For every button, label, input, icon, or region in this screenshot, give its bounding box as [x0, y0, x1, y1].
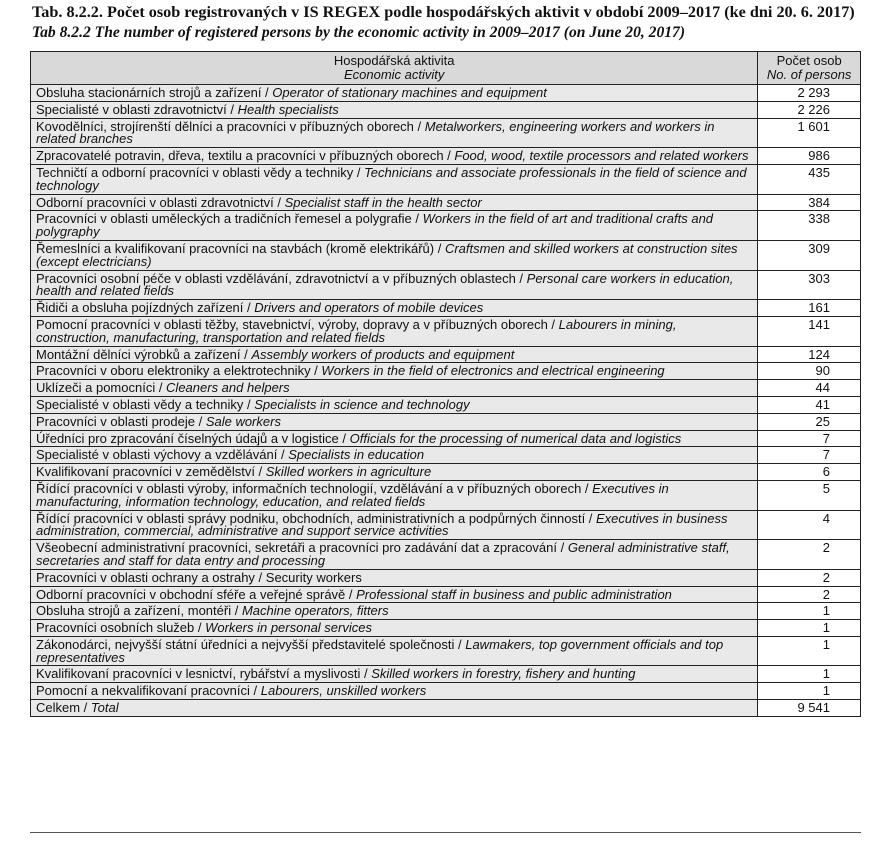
- activity-cell: [31, 300, 758, 317]
- activity-name-english: Operator of stationary machines and equipment: [272, 85, 547, 100]
- count-column-header: [758, 52, 861, 85]
- activity-name-english: Specialist staff in the health sector: [284, 194, 482, 210]
- activity-cell: [31, 683, 758, 700]
- activity-cell: [31, 380, 758, 397]
- activity-name-english: Drivers and operators of mobile devices: [254, 300, 484, 316]
- table-row: [31, 363, 861, 380]
- count-header-czech: Počet osob: [776, 53, 842, 68]
- table-row: [31, 300, 861, 317]
- activity-name-czech: Obsluha stacionárních strojů a zařízení /: [36, 85, 273, 100]
- activity-name-english: Skilled workers in forestry, fishery and hunting: [371, 666, 636, 682]
- table-title-czech: Tab. 8.2.2. Počet osob registrovaných v IS REGEX podle hospodářských aktivit v období 2009–2017 (ke dni 20. 6. 2017): [32, 3, 855, 21]
- activity-cell: [31, 413, 758, 430]
- activity-cell: [31, 148, 758, 165]
- table-row: [31, 586, 861, 603]
- persons-count-cell: 1: [758, 603, 861, 620]
- table-row: [31, 380, 861, 397]
- activity-cell: [31, 620, 758, 637]
- table-row: [31, 211, 861, 241]
- table-row: [31, 346, 861, 363]
- activity-name-czech: Specialisté v oblasti zdravotnictví /: [36, 101, 238, 117]
- activity-name-czech: Obsluha strojů a zařízení, montéři /: [36, 603, 242, 619]
- table-row: [31, 683, 861, 700]
- activity-name-english: Workers in the field of art and traditional crafts and polygraphy: [36, 211, 714, 240]
- persons-count-cell: 2 293: [758, 85, 861, 102]
- activity-name-english: Specialists in education: [288, 447, 425, 463]
- count-header-english: No. of persons: [766, 67, 852, 82]
- activity-cell: [31, 346, 758, 363]
- table-row: [31, 270, 861, 300]
- activity-name-english: Labourers in mining, construction, manufacturing, transportation and related fields: [36, 316, 677, 345]
- activity-cell: [31, 586, 758, 603]
- activity-cell: [31, 700, 758, 717]
- activity-cell: [31, 636, 758, 666]
- activity-name-english: Specialists in science and technology: [254, 396, 470, 412]
- activity-name-english: Sale workers: [205, 413, 281, 429]
- activity-header-english: Economic activity: [343, 67, 445, 82]
- persons-count-cell: 384: [758, 194, 861, 211]
- footer-divider: [30, 832, 861, 833]
- activity-name-english: Executives in manufacturing, information technology, education, and related fields: [36, 480, 669, 509]
- activity-cell: [31, 270, 758, 300]
- activity-header-czech: Hospodářská aktivita: [333, 53, 455, 68]
- activity-cell: [31, 464, 758, 481]
- activity-name-czech: Řídící pracovníci v oblasti výroby, informačních technologií, vzdělávání a v příbuzných oborech /: [36, 480, 593, 496]
- table-row: [31, 620, 861, 637]
- activity-cell: [31, 569, 758, 586]
- activity-name-czech: Uklízeči a pomocníci /: [36, 380, 167, 396]
- activity-name-english: Health specialists: [237, 101, 339, 117]
- persons-count-cell: 435: [758, 164, 861, 194]
- persons-count-cell: 7: [758, 447, 861, 464]
- activity-name-czech: Pracovníci v oblasti prodeje /: [36, 413, 206, 429]
- table-row: [31, 464, 861, 481]
- table-row: [31, 101, 861, 118]
- persons-count-cell: 90: [758, 363, 861, 380]
- activity-name-czech: Specialisté v oblasti výchovy a vzdělávání /: [36, 447, 289, 463]
- persons-count-cell: 2: [758, 540, 861, 570]
- activity-cell: [31, 118, 758, 148]
- activity-name-czech: Všeobecní administrativní pracovníci, sekretáři a pracovníci pro zadávání dat a zpracování /: [36, 540, 568, 556]
- activity-name-czech: Pracovníci v oblasti ochrany a ostrahy /: [36, 569, 266, 585]
- persons-count-cell: 4: [758, 510, 861, 540]
- activity-name-english: Craftsmen and skilled workers at construction sites (except electricians): [36, 240, 738, 269]
- activity-cell: [31, 540, 758, 570]
- activity-name-czech: Řemeslníci a kvalifikovaní pracovníci na stavbách (kromě elektrikářů) /: [36, 240, 445, 256]
- activity-name-english: Workers in personal services: [205, 620, 372, 636]
- table-row: [31, 413, 861, 430]
- persons-count-cell: 41: [758, 396, 861, 413]
- persons-count-cell: 6: [758, 464, 861, 481]
- activity-name-english: Officials for the processing of numerical data and logistics: [349, 430, 682, 446]
- activity-cell: [31, 666, 758, 683]
- activity-name-czech: Pomocní pracovníci v oblasti těžby, stavebnictví, výroby, dopravy a v příbuzných oborech /: [36, 316, 559, 332]
- activity-name-czech: Specialisté v oblasti vědy a techniky /: [36, 396, 255, 412]
- activity-name-czech: Techničtí a odborní pracovníci v oblasti vědy a techniky /: [36, 164, 365, 180]
- activity-name-english: Cleaners and helpers: [166, 380, 290, 396]
- table-row: [31, 316, 861, 346]
- activity-name-english: Total: [90, 700, 119, 716]
- persons-count-cell: 141: [758, 316, 861, 346]
- activity-column-header: [31, 52, 758, 85]
- persons-count-cell: 303: [758, 270, 861, 300]
- activity-name-czech: Celkem /: [36, 700, 91, 716]
- activity-name-english: Executives in business administration, commercial, administrative and support service activities: [36, 510, 728, 539]
- activity-cell: [31, 164, 758, 194]
- table-row: [31, 510, 861, 540]
- table-row: [31, 447, 861, 464]
- activity-cell: [31, 85, 758, 102]
- activity-name-english: Machine operators, fitters: [241, 603, 389, 619]
- activity-name-english: Technicians and associate professionals in the field of science and technology: [36, 164, 747, 193]
- activity-name-czech: Pracovníci v oboru elektroniky a elektrotechniky /: [36, 363, 322, 379]
- activity-name-czech: Kvalifikovaní pracovníci v zemědělství /: [36, 464, 266, 480]
- persons-count-cell: 161: [758, 300, 861, 317]
- persons-count-cell: 1: [758, 683, 861, 700]
- activity-cell: [31, 430, 758, 447]
- activity-name-czech: Kvalifikovaní pracovníci v lesnictví, rybářství a myslivosti /: [36, 666, 372, 682]
- table-row: [31, 480, 861, 510]
- activity-cell: [31, 101, 758, 118]
- activity-name-czech: Odborní pracovníci v obchodní sféře a veřejné správě /: [36, 586, 357, 602]
- table-header-row: [31, 52, 861, 85]
- table-row: [31, 430, 861, 447]
- persons-count-cell: 2 226: [758, 101, 861, 118]
- activity-name-english: Labourers, unskilled workers: [260, 683, 427, 699]
- activity-cell: [31, 396, 758, 413]
- persons-count-cell: 1: [758, 666, 861, 683]
- persons-count-cell: 25: [758, 413, 861, 430]
- table-row: [31, 569, 861, 586]
- table-title-english: Tab 8.2.2 The number of registered persons by the economic activity in 2009–2017 (on June 20, 2017): [32, 24, 686, 41]
- activity-name-english: Professional staff in business and public administration: [356, 586, 672, 602]
- table-row: [31, 396, 861, 413]
- persons-count-cell: 1 601: [758, 118, 861, 148]
- table-row: [31, 636, 861, 666]
- activity-name-english: Lawmakers, top government officials and top representatives: [36, 636, 724, 665]
- activity-name-english: Assembly workers of products and equipment: [251, 346, 515, 362]
- table-row: [31, 603, 861, 620]
- activity-cell: [31, 447, 758, 464]
- activity-name-czech: Řídící pracovníci v oblasti správy podniku, obchodních, administrativních a podpůrných činností /: [36, 510, 597, 526]
- activity-name-english: Workers in the field of electronics and electrical engineering: [321, 363, 665, 379]
- activity-name-english: Metalworkers, engineering workers and workers in related branches: [36, 118, 715, 147]
- activity-name-czech: Pracovníci osobních služeb /: [36, 620, 206, 636]
- table-row: [31, 666, 861, 683]
- activity-name-czech: Zpracovatelé potravin, dřeva, textilu a pracovníci v příbuzných oborech /: [36, 148, 455, 164]
- table-row: [31, 118, 861, 148]
- persons-count-cell: 124: [758, 346, 861, 363]
- activity-name-english: Security workers: [265, 569, 362, 585]
- persons-count-cell: 2: [758, 586, 861, 603]
- activity-name-czech: Úředníci pro zpracování číselných údajů a v logistice /: [36, 430, 350, 446]
- activity-name-czech: Montážní dělníci výrobků a zařízení /: [36, 346, 252, 362]
- table-row: [31, 540, 861, 570]
- activity-cell: [31, 480, 758, 510]
- activity-name-english: Skilled workers in agriculture: [265, 464, 432, 480]
- activity-cell: [31, 603, 758, 620]
- activity-cell: [31, 240, 758, 270]
- persons-count-cell: 1: [758, 636, 861, 666]
- activity-cell: [31, 363, 758, 380]
- table-total-row: [31, 700, 861, 717]
- persons-count-cell: 9 541: [758, 700, 861, 717]
- activity-name-english: Personal care workers in education, health and related fields: [36, 270, 734, 299]
- activity-name-czech: Zákonodárci, nejvyšší státní úředníci a nejvyšší představitelé společnosti /: [36, 636, 466, 652]
- activity-name-czech: Pomocní a nekvalifikovaní pracovníci /: [36, 683, 261, 699]
- table-row: [31, 164, 861, 194]
- activity-cell: [31, 510, 758, 540]
- registered-persons-table: [30, 51, 861, 717]
- activity-name-czech: Pracovníci osobní péče v oblasti vzdělávání, zdravotnictví a v příbuzných oblastech /: [36, 270, 527, 286]
- table-row: [31, 148, 861, 165]
- persons-count-cell: 986: [758, 148, 861, 165]
- persons-count-cell: 1: [758, 620, 861, 637]
- activity-name-czech: Kovodělníci, strojírenští dělníci a pracovníci v příbuzných oborech /: [36, 118, 425, 134]
- table-row: [31, 240, 861, 270]
- activity-name-czech: Pracovníci v oblasti uměleckých a tradičních řemesel a polygrafie /: [36, 211, 423, 227]
- table-body: [31, 85, 861, 717]
- activity-cell: [31, 211, 758, 241]
- persons-count-cell: 309: [758, 240, 861, 270]
- persons-count-cell: 7: [758, 430, 861, 447]
- persons-count-cell: 5: [758, 480, 861, 510]
- activity-name-czech: Řidiči a obsluha pojízdných zařízení /: [36, 300, 255, 316]
- persons-count-cell: 44: [758, 380, 861, 397]
- activity-name-czech: Odborní pracovníci v oblasti zdravotnictví /: [36, 194, 285, 210]
- persons-count-cell: 338: [758, 211, 861, 241]
- activity-cell: [31, 194, 758, 211]
- table-row: [31, 194, 861, 211]
- activity-name-english: General administrative staff, secretaries and staff for data entry and processing: [36, 540, 730, 568]
- persons-count-cell: 2: [758, 569, 861, 586]
- table-row: [31, 85, 861, 102]
- activity-cell: [31, 316, 758, 346]
- activity-name-english: Food, wood, textile processors and related workers: [454, 148, 749, 164]
